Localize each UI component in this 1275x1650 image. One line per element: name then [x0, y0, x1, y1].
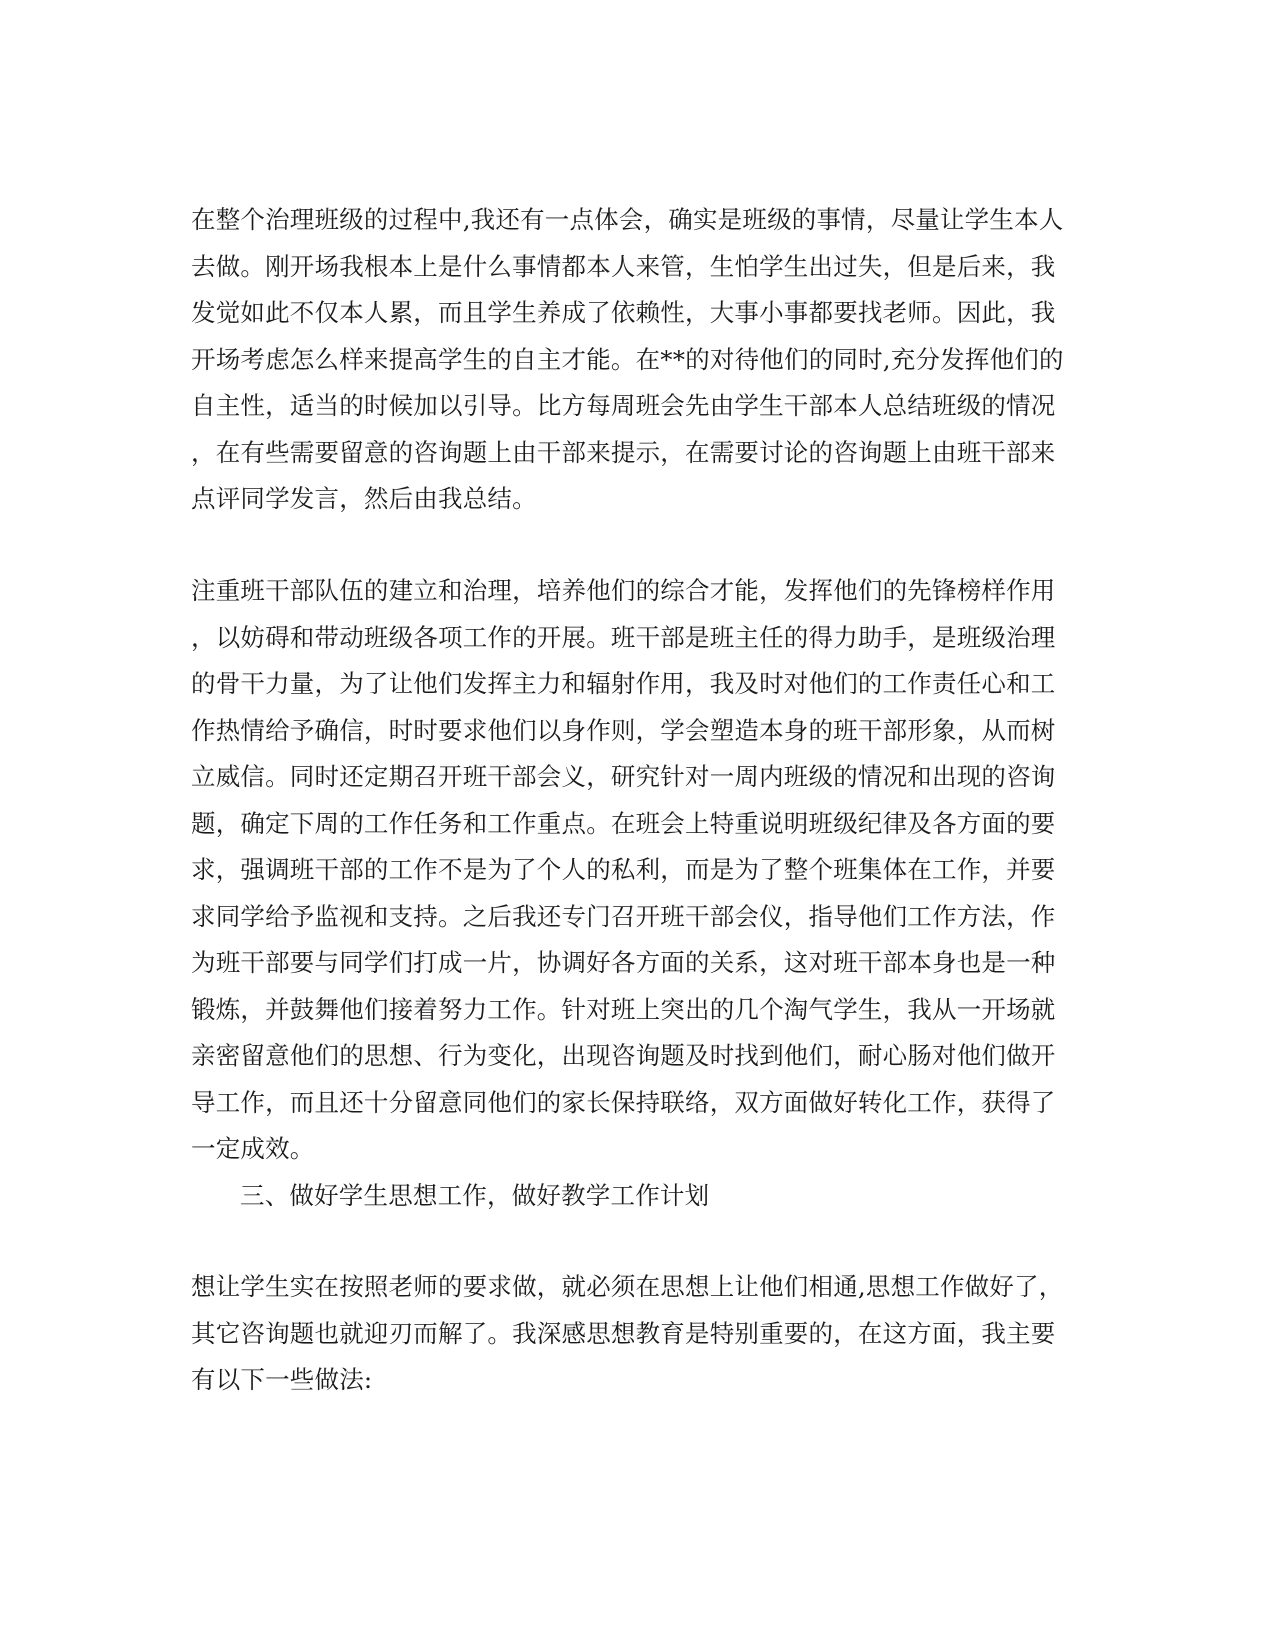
text-line: 一定成效。	[191, 1134, 315, 1163]
text-line: 求，强调班干部的工作不是为了个人的私利，而是为了整个班集体在工作，并要	[191, 855, 1056, 884]
text-line: ，在有些需要留意的咨询题上由干部来提示，在需要讨论的咨询题上由班干部来	[191, 438, 1056, 467]
text-line: 其它咨询题也就迎刃而解了。我深感思想教育是特别重要的，在这方面，我主要	[191, 1319, 1056, 1348]
text-line: 在整个治理班级的过程中,我还有一点体会，确实是班级的事情，尽量让学生本人	[191, 205, 1064, 234]
text-line: 为班干部要与同学们打成一片，协调好各方面的关系，这对班干部本身也是一种	[191, 948, 1056, 977]
text-line: 作热情给予确信，时时要求他们以身作则，学会塑造本身的班干部形象，从而树	[191, 716, 1056, 745]
text-line: 有以下一些做法:	[191, 1365, 373, 1394]
text-line: 立威信。同时还定期召开班干部会义，研究针对一周内班级的情况和出现的咨询	[191, 762, 1056, 791]
text-line: 发觉如此不仅本人累，而且学生养成了依赖性，大事小事都要找老师。因此，我	[191, 298, 1056, 327]
text-line: 锻炼，并鼓舞他们接着努力工作。针对班上突出的几个淘气学生，我从一开场就	[191, 995, 1056, 1024]
text-line: 想让学生实在按照老师的要求做，就必须在思想上让他们相通,思想工作做好了，	[191, 1272, 1064, 1301]
text-line: 题，确定下周的工作任务和工作重点。在班会上特重说明班级纪律及各方面的要	[191, 809, 1056, 838]
text-line: 点评同学发言，然后由我总结。	[191, 484, 537, 513]
text-line: ，以妨碍和带动班级各项工作的开展。班干部是班主任的得力助手，是班级治理	[191, 623, 1056, 652]
text-line: 求同学给予监视和支持。之后我还专门召开班干部会仪，指导他们工作方法，作	[191, 902, 1056, 931]
text-line: 亲密留意他们的思想、行为变化，出现咨询题及时找到他们，耐心肠对他们做开	[191, 1041, 1056, 1070]
section-heading: 三、做好学生思想工作，做好教学工作计划	[240, 1181, 710, 1210]
text-line: 的骨干力量，为了让他们发挥主力和辐射作用，我及时对他们的工作责任心和工	[191, 669, 1056, 698]
text-line: 开场考虑怎么样来提高学生的自主才能。在**的对待他们的同时,充分发挥他们的	[191, 345, 1064, 374]
text-line: 去做。刚开场我根本上是什么事情都本人来管，生怕学生出过失，但是后来，我	[191, 252, 1056, 281]
text-line: 自主性，适当的时候加以引导。比方每周班会先由学生干部本人总结班级的情况	[191, 391, 1056, 420]
text-line: 注重班干部队伍的建立和治理，培养他们的综合才能，发挥他们的先锋榜样作用	[191, 576, 1056, 605]
text-line: 导工作，而且还十分留意同他们的家长保持联络，双方面做好转化工作，获得了	[191, 1088, 1056, 1117]
